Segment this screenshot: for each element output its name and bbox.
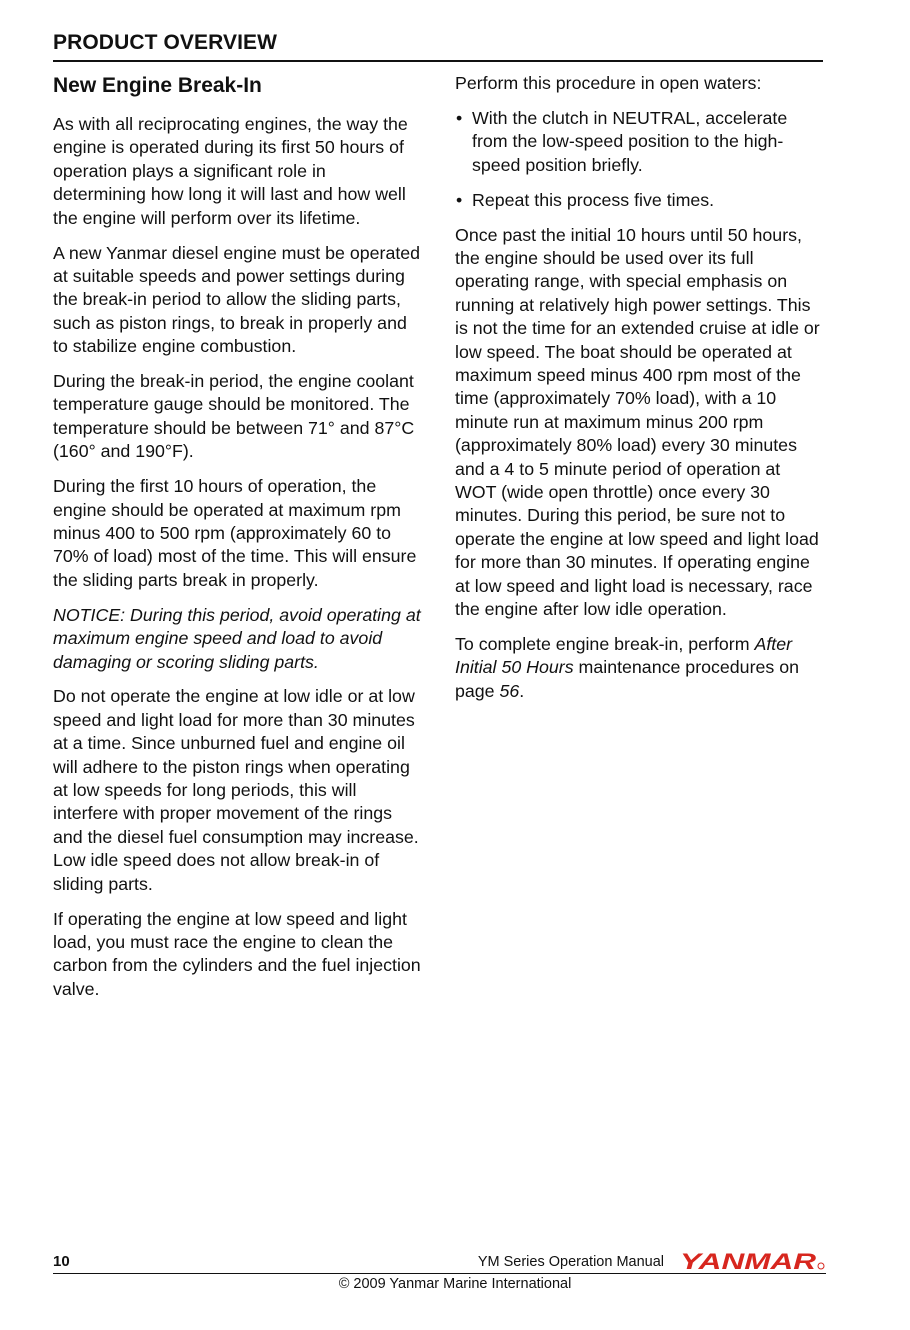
page-footer	[53, 1249, 826, 1274]
paragraph-intro: As with all reciprocating engines, the way the engine is operated during its first 50 hours of operation plays a significant role in determining how long it will last and how well the engine will perform over its lifetime.	[53, 114, 408, 228]
procedure-intro: Perform this procedure in open waters:	[455, 73, 762, 93]
paragraph-race-engine: If operating the engine at low speed and light load, you must race the engine to clean the carbon from the cylinders and the fuel injection valve.	[53, 908, 421, 999]
closing-middle: maintenance procedures on page	[455, 657, 799, 701]
section-heading: New Engine Break-In	[53, 74, 262, 97]
logo-text: YANMAR	[680, 1250, 817, 1272]
closing-prefix: To complete engine break-in, perform	[455, 633, 755, 654]
list-item	[455, 189, 823, 212]
list-item	[455, 107, 823, 177]
yanmar-logo	[680, 1250, 826, 1272]
page-reference: 56	[499, 680, 520, 701]
page-header	[53, 30, 823, 62]
page-number: 10	[53, 1253, 70, 1270]
paragraph-first-10-hours: During the first 10 hours of operation, the engine should be operated at maximum rpm minus 400 to 500 rpm (approximately 60 to 70% of load) most of the time. This will ensure the sliding parts break in properly.	[53, 476, 417, 590]
list-item-text: With the clutch in NEUTRAL, accelerate from the low-speed position to the high-speed position briefly.	[472, 107, 788, 175]
manual-title: YM Series Operation Manual	[477, 1254, 664, 1270]
paragraph-low-idle: Do not operate the engine at low idle or at low speed and light load for more than 30 minutes at a time. Since unburned fuel and engine oil will adhere to the piston rings when operating at low speeds for long periods, this will interfere with proper movement of the rings and the diesel fuel consumption may increase. Low idle speed does not allow break-in of sliding parts.	[53, 686, 419, 894]
paragraph-10-to-50-hours: Once past the initial 10 hours until 50 hours, the engine should be used over its full operating range, with special emphasis on running at relatively high power settings. This is not the time for an extended cruise at idle or low speed. The boat should be operated at maximum speed minus 400 rpm most of the time (approximately 70% load), with a 10 minute run at maximum minus 200 rpm (approximately 80% load) every 30 minutes and a 4 to 5 minute period of operation at WOT (wide open throttle) once every 30 minutes. During this period, be sure not to operate the engine at low speed and light load for more than 30 minutes. If operating engine at low speed and light load is necessary, race the engine after low idle operation.	[455, 224, 820, 620]
maintenance-reference: After Initial 50 Hours	[455, 633, 793, 678]
procedure-list	[455, 107, 823, 212]
left-column	[53, 72, 421, 1013]
closing-suffix: .	[519, 680, 525, 701]
copyright: © 2009 Yanmar Marine International	[338, 1276, 572, 1292]
notice-text: NOTICE: During this period, avoid operating at maximum engine speed and load to avoid damaging or scoring sliding parts.	[53, 604, 421, 672]
header-title: PRODUCT OVERVIEW	[53, 31, 278, 54]
paragraph-settings: A new Yanmar diesel engine must be operated at suitable speeds and power settings during the break-in period to allow the sliding parts, such as piston rings, to break in properly and to stabilize engine combustion.	[53, 242, 421, 357]
list-item-text: Repeat this process five times.	[472, 189, 715, 210]
paragraph-temperature: During the break-in period, the engine coolant temperature gauge should be monitored. The temperature should be between 71° and 87°C (160° and 190°F).	[53, 371, 415, 462]
bullet-icon: •	[456, 107, 463, 128]
bullet-icon: •	[456, 189, 463, 210]
registered-mark-icon	[818, 1263, 824, 1269]
right-column	[455, 72, 823, 715]
paragraph-complete-break-in	[455, 633, 823, 703]
